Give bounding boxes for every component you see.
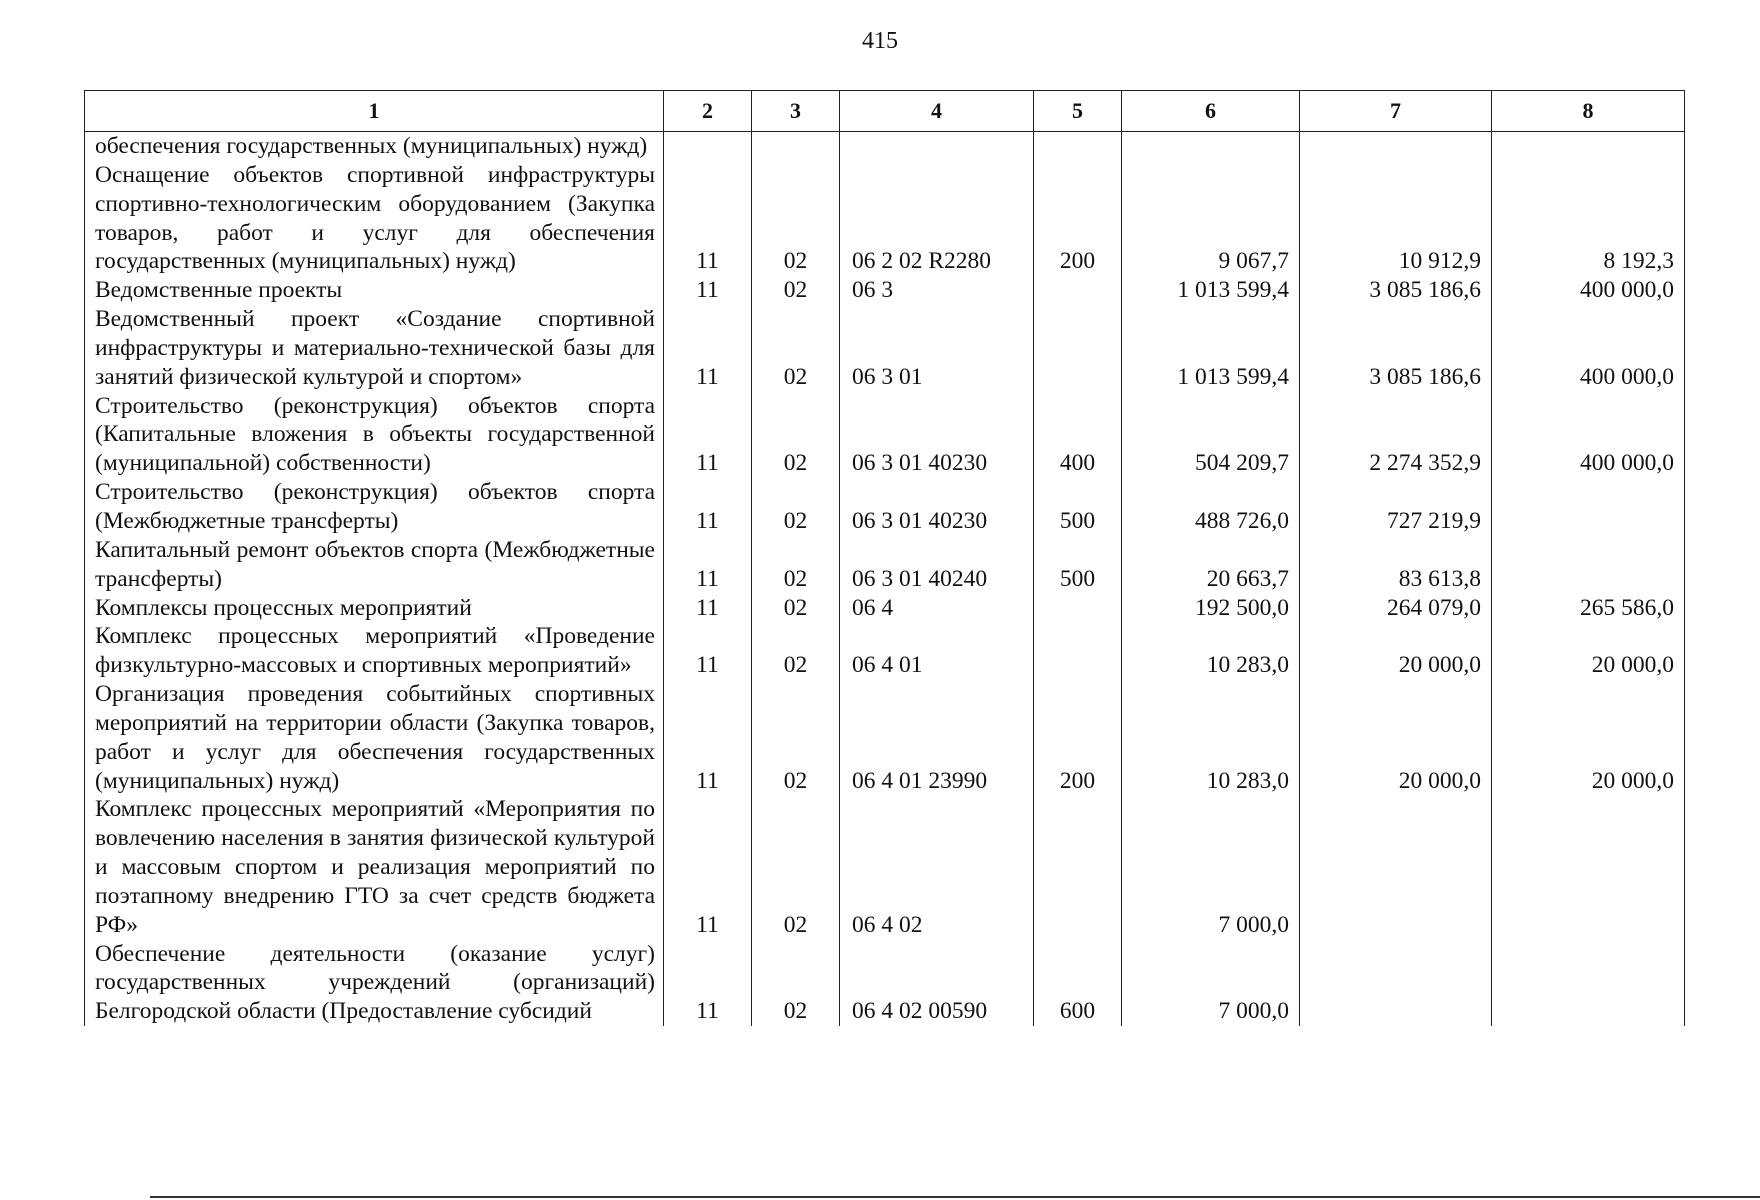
section-code: 11 — [664, 795, 752, 939]
target-article-code: 06 4 — [840, 594, 1034, 623]
expense-type-code: 400 — [1034, 392, 1122, 479]
section-code: 11 — [664, 940, 752, 1027]
target-article-code: 06 3 01 40230 — [840, 478, 1034, 536]
amount-col-6: 10 283,0 — [1122, 680, 1300, 795]
target-article-code: 06 4 02 00590 — [840, 940, 1034, 1027]
expense-type-code — [1034, 622, 1122, 680]
table-row — [85, 622, 1685, 680]
column-header-5: 5 — [1034, 91, 1122, 132]
amount-col-7: 3 085 186,6 — [1300, 305, 1492, 392]
amount-col-7: 264 079,0 — [1300, 594, 1492, 623]
amount-col-8: 400 000,0 — [1492, 392, 1685, 479]
subsection-code: 02 — [752, 680, 840, 795]
subsection-code: 02 — [752, 161, 840, 276]
target-article-code — [840, 132, 1034, 161]
amount-col-6: 1 013 599,4 — [1122, 276, 1300, 305]
amount-col-8: 265 586,0 — [1492, 594, 1685, 623]
header-row — [85, 91, 1685, 132]
amount-col-6: 7 000,0 — [1122, 795, 1300, 939]
expense-type-code — [1034, 305, 1122, 392]
expense-type-code — [1034, 795, 1122, 939]
column-header-4: 4 — [840, 91, 1034, 132]
section-code: 11 — [664, 536, 752, 594]
table-row — [85, 392, 1685, 479]
column-header-1: 1 — [85, 91, 664, 132]
subsection-code: 02 — [752, 940, 840, 1027]
row-description: Ведомственные проекты — [85, 276, 664, 305]
table-row — [85, 536, 1685, 594]
row-description: Строительство (реконструкция) объектов спорта (Капитальные вложения в объекты государственной (муниципальной) собственности) — [85, 392, 664, 479]
amount-col-7: 2 274 352,9 — [1300, 392, 1492, 479]
section-code: 11 — [664, 622, 752, 680]
target-article-code: 06 4 01 — [840, 622, 1034, 680]
amount-col-8: 8 192,3 — [1492, 161, 1685, 276]
table-row — [85, 795, 1685, 939]
amount-col-8: 20 000,0 — [1492, 622, 1685, 680]
section-code: 11 — [664, 594, 752, 623]
table-body — [85, 132, 1685, 1027]
row-description: Комплексы процессных мероприятий — [85, 594, 664, 623]
table-row — [85, 132, 1685, 161]
table-row — [85, 680, 1685, 795]
expense-type-code — [1034, 276, 1122, 305]
section-code: 11 — [664, 680, 752, 795]
column-header-2: 2 — [664, 91, 752, 132]
row-description: Обеспечение деятельности (оказание услуг) государственных учреждений (организаций) Белгородской области (Предоставление субсидий — [85, 940, 664, 1027]
section-code: 11 — [664, 392, 752, 479]
subsection-code: 02 — [752, 622, 840, 680]
amount-col-7 — [1300, 940, 1492, 1027]
subsection-code: 02 — [752, 594, 840, 623]
table-row — [85, 478, 1685, 536]
amount-col-7: 10 912,9 — [1300, 161, 1492, 276]
section-code: 11 — [664, 478, 752, 536]
expense-type-code: 500 — [1034, 536, 1122, 594]
subsection-code: 02 — [752, 478, 840, 536]
row-description: Организация проведения событийных спортивных мероприятий на территории области (Закупка товаров, работ и услуг для обеспечения государственных (муниципальных) нужд) — [85, 680, 664, 795]
target-article-code: 06 4 01 23990 — [840, 680, 1034, 795]
table-row — [85, 276, 1685, 305]
target-article-code: 06 3 01 40240 — [840, 536, 1034, 594]
section-code — [664, 132, 752, 161]
section-code: 11 — [664, 305, 752, 392]
amount-col-7: 83 613,8 — [1300, 536, 1492, 594]
row-description: Капитальный ремонт объектов спорта (Межбюджетные трансферты) — [85, 536, 664, 594]
expense-type-code: 600 — [1034, 940, 1122, 1027]
section-code: 11 — [664, 276, 752, 305]
footer-rule — [150, 1196, 1760, 1198]
amount-col-7: 3 085 186,6 — [1300, 276, 1492, 305]
section-code: 11 — [664, 161, 752, 276]
page-number: 415 — [862, 28, 898, 54]
amount-col-8: 400 000,0 — [1492, 276, 1685, 305]
column-header-6: 6 — [1122, 91, 1300, 132]
table-row — [85, 305, 1685, 392]
amount-col-7: 20 000,0 — [1300, 680, 1492, 795]
row-description: Ведомственный проект «Создание спортивной инфраструктуры и материально-технической базы для занятий физической культурой и спортом» — [85, 305, 664, 392]
target-article-code: 06 3 01 — [840, 305, 1034, 392]
amount-col-8 — [1492, 536, 1685, 594]
row-description: обеспечения государственных (муниципальных) нужд) — [85, 132, 664, 161]
target-article-code: 06 4 02 — [840, 795, 1034, 939]
subsection-code: 02 — [752, 392, 840, 479]
amount-col-8: 400 000,0 — [1492, 305, 1685, 392]
amount-col-8: 20 000,0 — [1492, 680, 1685, 795]
amount-col-6: 504 209,7 — [1122, 392, 1300, 479]
row-description: Комплекс процессных мероприятий «Мероприятия по вовлечению населения в занятия физической культурой и массовым спортом и реализация мероприятий по поэтапному внедрению ГТО за счет средств бюджета РФ» — [85, 795, 664, 939]
expense-type-code: 200 — [1034, 680, 1122, 795]
budget-table — [84, 90, 1685, 1026]
row-description: Строительство (реконструкция) объектов спорта (Межбюджетные трансферты) — [85, 478, 664, 536]
expense-type-code: 200 — [1034, 161, 1122, 276]
amount-col-6: 1 013 599,4 — [1122, 305, 1300, 392]
amount-col-8 — [1492, 940, 1685, 1027]
column-header-8: 8 — [1492, 91, 1685, 132]
amount-col-6 — [1122, 132, 1300, 161]
table-row — [85, 940, 1685, 1027]
column-header-3: 3 — [752, 91, 840, 132]
subsection-code — [752, 132, 840, 161]
amount-col-6: 20 663,7 — [1122, 536, 1300, 594]
amount-col-6: 9 067,7 — [1122, 161, 1300, 276]
amount-col-7 — [1300, 795, 1492, 939]
amount-col-7: 20 000,0 — [1300, 622, 1492, 680]
subsection-code: 02 — [752, 536, 840, 594]
budget-table-container — [84, 90, 1684, 1026]
amount-col-7: 727 219,9 — [1300, 478, 1492, 536]
subsection-code: 02 — [752, 305, 840, 392]
expense-type-code: 500 — [1034, 478, 1122, 536]
expense-type-code — [1034, 132, 1122, 161]
target-article-code: 06 3 01 40230 — [840, 392, 1034, 479]
amount-col-7 — [1300, 132, 1492, 161]
row-description: Оснащение объектов спортивной инфраструктуры спортивно-технологическим оборудованием (Закупка товаров, работ и услуг для обеспечения государственных (муниципальных) нужд) — [85, 161, 664, 276]
table-row — [85, 161, 1685, 276]
row-description: Комплекс процессных мероприятий «Проведение физкультурно-массовых и спортивных мероприятий» — [85, 622, 664, 680]
amount-col-8 — [1492, 795, 1685, 939]
amount-col-8 — [1492, 478, 1685, 536]
amount-col-8 — [1492, 132, 1685, 161]
subsection-code: 02 — [752, 276, 840, 305]
amount-col-6: 7 000,0 — [1122, 940, 1300, 1027]
amount-col-6: 192 500,0 — [1122, 594, 1300, 623]
table-row — [85, 594, 1685, 623]
subsection-code: 02 — [752, 795, 840, 939]
column-header-7: 7 — [1300, 91, 1492, 132]
expense-type-code — [1034, 594, 1122, 623]
amount-col-6: 10 283,0 — [1122, 622, 1300, 680]
amount-col-6: 488 726,0 — [1122, 478, 1300, 536]
target-article-code: 06 3 — [840, 276, 1034, 305]
target-article-code: 06 2 02 R2280 — [840, 161, 1034, 276]
